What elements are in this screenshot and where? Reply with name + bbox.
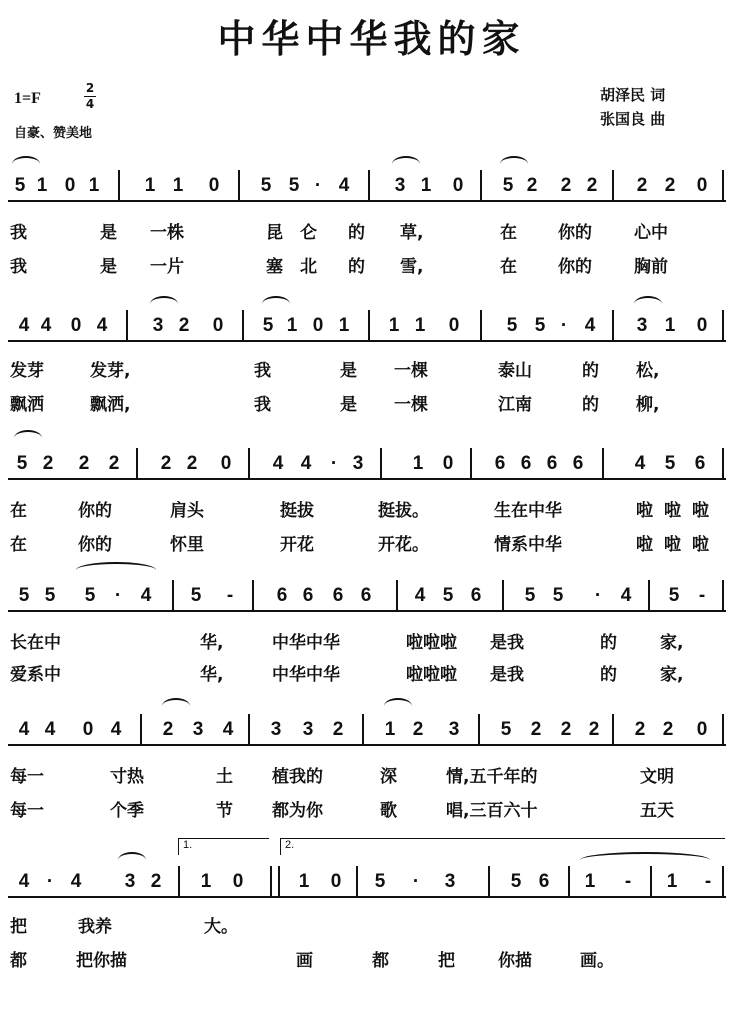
lyric-word: 每一 [10, 767, 44, 787]
time-signature-bottom: 4 [85, 97, 95, 111]
lyric-word: 开花。 [378, 535, 429, 555]
lyric-word: 我 [254, 395, 271, 415]
note: 2 [42, 453, 54, 474]
note: 2 [78, 453, 90, 474]
note: 3 [448, 719, 460, 740]
note: 4 [18, 871, 30, 892]
lyricist-credit: 胡泽民 词 [600, 86, 666, 104]
staff-system-3 [8, 452, 726, 480]
note: 0 [696, 719, 708, 740]
note: 1 [286, 315, 298, 336]
first-ending-bracket [178, 838, 269, 855]
lyric-word: 生在中华 [494, 501, 562, 521]
note: 0 [212, 315, 224, 336]
lyric-word: 在 [10, 501, 27, 521]
lyric-word: 的 [348, 223, 365, 243]
note: 1 [384, 719, 396, 740]
note: 1 [388, 315, 400, 336]
note: 0 [70, 315, 82, 336]
lyric-word: 挺拔。 [378, 501, 429, 521]
note: · [314, 175, 322, 196]
lyric-word: 华, [200, 665, 224, 685]
note: 2 [560, 719, 572, 740]
lyric-word: 肩头 [170, 501, 204, 521]
lyric-word: 是我 [490, 633, 524, 653]
lyric-word: 一片 [150, 257, 184, 277]
note: 2 [178, 315, 190, 336]
note: 3 [352, 453, 364, 474]
note: 2 [150, 871, 162, 892]
lyric-word: 发芽, [90, 361, 131, 381]
lyric-word: 在 [500, 223, 517, 243]
note: 5 [16, 453, 28, 474]
note: 0 [448, 315, 460, 336]
note: 3 [152, 315, 164, 336]
slur-mark [500, 156, 528, 172]
lyric-word: 啦 [664, 501, 681, 521]
note: 1 [88, 175, 100, 196]
note: 4 [110, 719, 122, 740]
note: 5 [506, 315, 518, 336]
note: 1 [200, 871, 212, 892]
lyric-line-verse2 [10, 796, 730, 822]
note: 6 [470, 585, 482, 606]
lyric-word: 我养 [78, 917, 112, 937]
lyric-line-verse2 [10, 946, 730, 972]
song-title: 中华中华我的家 [217, 17, 526, 61]
note: 1 [36, 175, 48, 196]
note: 5 [500, 719, 512, 740]
lyric-word: 胸前 [634, 257, 668, 277]
lyric-word: 情系中华 [494, 535, 562, 555]
note: 0 [442, 453, 454, 474]
tie-mark [580, 852, 710, 868]
lyric-word: 在 [500, 257, 517, 277]
lyric-word: 一株 [150, 223, 184, 243]
lyric-word: 啦 [636, 501, 653, 521]
note: 5 [18, 585, 30, 606]
note: · [560, 315, 568, 336]
note: 5 [668, 585, 680, 606]
lyric-line-verse1 [10, 218, 730, 244]
lyric-word: 画。 [580, 951, 614, 971]
note: 3 [192, 719, 204, 740]
lyric-word: 我 [254, 361, 271, 381]
lyric-word: 的 [600, 665, 617, 685]
lyric-word: 在 [10, 535, 27, 555]
note: 2 [530, 719, 542, 740]
note: 4 [272, 453, 284, 474]
lyric-word: 你的 [558, 223, 592, 243]
note: 2 [634, 719, 646, 740]
note: 6 [572, 453, 584, 474]
first-ending-label: 1. [183, 839, 193, 851]
lyric-word: 是 [340, 361, 357, 381]
note: 4 [18, 315, 30, 336]
lyric-word: 一棵 [394, 395, 428, 415]
note: 5 [552, 585, 564, 606]
slur-mark [14, 430, 42, 446]
note: 5 [524, 585, 536, 606]
note: 2 [162, 719, 174, 740]
lyric-word: 华, [200, 633, 224, 653]
note: 0 [82, 719, 94, 740]
note: 0 [208, 175, 220, 196]
lyric-word: 的 [582, 361, 599, 381]
note: 2 [588, 719, 600, 740]
lyric-word: 爱系中 [10, 665, 61, 685]
lyric-word: 节 [216, 801, 233, 821]
note: · [46, 871, 54, 892]
lyric-line-verse1 [10, 356, 730, 382]
staff-system-4 [8, 584, 726, 612]
note: 5 [534, 315, 546, 336]
lyric-word: 我 [10, 223, 27, 243]
lyric-word: 啦 [664, 535, 681, 555]
lyric-word: 个季 [110, 801, 144, 821]
lyric-word: 土 [216, 767, 233, 787]
lyric-word: 飘洒, [90, 395, 131, 415]
lyric-word: 都 [10, 951, 27, 971]
note: 5 [260, 175, 272, 196]
note: 0 [696, 175, 708, 196]
lyric-line-verse2 [10, 530, 730, 556]
lyric-word: 雪, [400, 257, 424, 277]
lyric-word: 江南 [498, 395, 532, 415]
note: 0 [64, 175, 76, 196]
slur-mark [76, 562, 156, 578]
composer-credit: 张国良 曲 [600, 110, 666, 128]
note: 2 [160, 453, 172, 474]
note: 0 [330, 871, 342, 892]
note: 3 [302, 719, 314, 740]
lyric-word: 家, [660, 633, 684, 653]
note: 1 [584, 871, 596, 892]
lyric-line-verse2 [10, 660, 730, 686]
lyric-line-verse1 [10, 496, 730, 522]
lyric-word: 你的 [78, 535, 112, 555]
note: 4 [620, 585, 632, 606]
note: 5 [288, 175, 300, 196]
note: 1 [420, 175, 432, 196]
note: 6 [332, 585, 344, 606]
note: 4 [300, 453, 312, 474]
note: 2 [664, 175, 676, 196]
second-ending-label: 2. [285, 839, 295, 851]
slur-mark [262, 296, 290, 312]
lyric-word: 你描 [498, 951, 532, 971]
note: 6 [546, 453, 558, 474]
slur-mark [150, 296, 178, 312]
note: 4 [40, 315, 52, 336]
note: 4 [634, 453, 646, 474]
note: · [114, 585, 122, 606]
note: 1 [414, 315, 426, 336]
note: 1 [144, 175, 156, 196]
lyric-word: 把你描 [76, 951, 127, 971]
expression-marking: 自豪、赞美地 [14, 126, 93, 141]
lyric-word: 啦 [692, 501, 709, 521]
lyric-word: 昆 [266, 223, 283, 243]
note: 5 [664, 453, 676, 474]
lyric-line-verse1 [10, 628, 730, 654]
staff-system-2 [8, 314, 726, 342]
lyric-word: 大。 [204, 917, 238, 937]
lyric-line-verse2 [10, 390, 730, 416]
note: 5 [190, 585, 202, 606]
lyric-word: 塞 [266, 257, 283, 277]
note: 4 [414, 585, 426, 606]
lyric-word: 五天 [640, 801, 674, 821]
note: · [412, 871, 420, 892]
note: 3 [270, 719, 282, 740]
note: 5 [510, 871, 522, 892]
staff-system-5 [8, 718, 726, 746]
note: 0 [452, 175, 464, 196]
note: 2 [412, 719, 424, 740]
lyric-word: 歌 [380, 801, 397, 821]
note: 4 [70, 871, 82, 892]
note: 5 [442, 585, 454, 606]
lyric-word: 柳, [636, 395, 660, 415]
lyric-word: 仑 [300, 223, 317, 243]
note: 2 [636, 175, 648, 196]
note: 4 [338, 175, 350, 196]
slur-mark [162, 698, 190, 714]
note: - [698, 585, 706, 606]
note: 3 [636, 315, 648, 336]
lyric-word: 北 [300, 257, 317, 277]
lyric-word: 是 [340, 395, 357, 415]
note: · [594, 585, 602, 606]
note: 1 [298, 871, 310, 892]
slur-mark [384, 698, 412, 714]
note: 2 [186, 453, 198, 474]
lyric-word: 植我的 [272, 767, 323, 787]
lyric-word: 你的 [558, 257, 592, 277]
note: - [624, 871, 632, 892]
lyric-word: 情,五千年的 [446, 767, 538, 787]
slur-mark [634, 296, 662, 312]
lyric-word: 的 [348, 257, 365, 277]
note: 2 [526, 175, 538, 196]
staff-system-6 [8, 870, 726, 898]
note: 5 [374, 871, 386, 892]
note: 2 [332, 719, 344, 740]
lyric-word: 每一 [10, 801, 44, 821]
lyric-word: 深 [380, 767, 397, 787]
time-signature [84, 82, 96, 111]
lyric-word: 开花 [280, 535, 314, 555]
note: 5 [44, 585, 56, 606]
lyric-word: 都 [372, 951, 389, 971]
lyric-word: 松, [636, 361, 660, 381]
note: 6 [494, 453, 506, 474]
note: 2 [662, 719, 674, 740]
lyric-word: 中华中华 [272, 633, 340, 653]
note: 5 [502, 175, 514, 196]
note: 1 [664, 315, 676, 336]
note: 5 [14, 175, 26, 196]
lyric-word: 你的 [78, 501, 112, 521]
lyric-word: 一棵 [394, 361, 428, 381]
note: 2 [560, 175, 572, 196]
note: - [226, 585, 234, 606]
note: 0 [696, 315, 708, 336]
lyric-line-verse2 [10, 252, 730, 278]
lyric-word: 怀里 [170, 535, 204, 555]
lyric-word: 啦啦啦 [406, 633, 457, 653]
note: 1 [338, 315, 350, 336]
note: · [330, 453, 338, 474]
lyric-word: 长在中 [10, 633, 61, 653]
note: 0 [220, 453, 232, 474]
note: 4 [222, 719, 234, 740]
note: 3 [444, 871, 456, 892]
lyric-word: 的 [600, 633, 617, 653]
lyric-word: 是 [100, 257, 117, 277]
lyric-word: 啦 [692, 535, 709, 555]
note: 1 [666, 871, 678, 892]
lyric-word: 文明 [640, 767, 674, 787]
note: 6 [360, 585, 372, 606]
note: 6 [520, 453, 532, 474]
lyric-word: 啦啦啦 [406, 665, 457, 685]
lyric-word: 把 [438, 951, 455, 971]
note: 1 [172, 175, 184, 196]
note: 0 [232, 871, 244, 892]
note: 4 [96, 315, 108, 336]
note: 4 [584, 315, 596, 336]
lyric-word: 飘洒 [10, 395, 44, 415]
lyric-word: 唱,三百六十 [446, 801, 538, 821]
lyric-line-verse1 [10, 762, 730, 788]
lyric-word: 都为你 [272, 801, 323, 821]
lyric-line-verse1 [10, 912, 730, 938]
slur-mark [118, 852, 146, 868]
lyric-word: 寸热 [110, 767, 144, 787]
lyric-word: 把 [10, 917, 27, 937]
lyric-word: 家, [660, 665, 684, 685]
note: 3 [124, 871, 136, 892]
lyric-word: 泰山 [498, 361, 532, 381]
time-signature-top: 2 [85, 81, 95, 95]
note: 4 [140, 585, 152, 606]
note: 5 [84, 585, 96, 606]
note: - [704, 871, 712, 892]
lyric-word: 中华中华 [272, 665, 340, 685]
slur-mark [12, 156, 40, 172]
lyric-word: 画 [296, 951, 313, 971]
key-signature: 1=F [14, 90, 41, 107]
note: 6 [694, 453, 706, 474]
lyric-word: 心中 [634, 223, 668, 243]
slur-mark [392, 156, 420, 172]
note: 1 [412, 453, 424, 474]
note: 2 [108, 453, 120, 474]
lyric-word: 啦 [636, 535, 653, 555]
note: 5 [262, 315, 274, 336]
lyric-word: 草, [400, 223, 424, 243]
lyric-word: 我 [10, 257, 27, 277]
note: 6 [302, 585, 314, 606]
note: 2 [586, 175, 598, 196]
lyric-word: 的 [582, 395, 599, 415]
note: 4 [44, 719, 56, 740]
note: 3 [394, 175, 406, 196]
note: 6 [276, 585, 288, 606]
lyric-word: 是我 [490, 665, 524, 685]
note: 6 [538, 871, 550, 892]
note: 0 [312, 315, 324, 336]
lyric-word: 发芽 [10, 361, 44, 381]
note: 4 [18, 719, 30, 740]
lyric-word: 是 [100, 223, 117, 243]
lyric-word: 挺拔 [280, 501, 314, 521]
staff-system-1 [8, 174, 726, 202]
